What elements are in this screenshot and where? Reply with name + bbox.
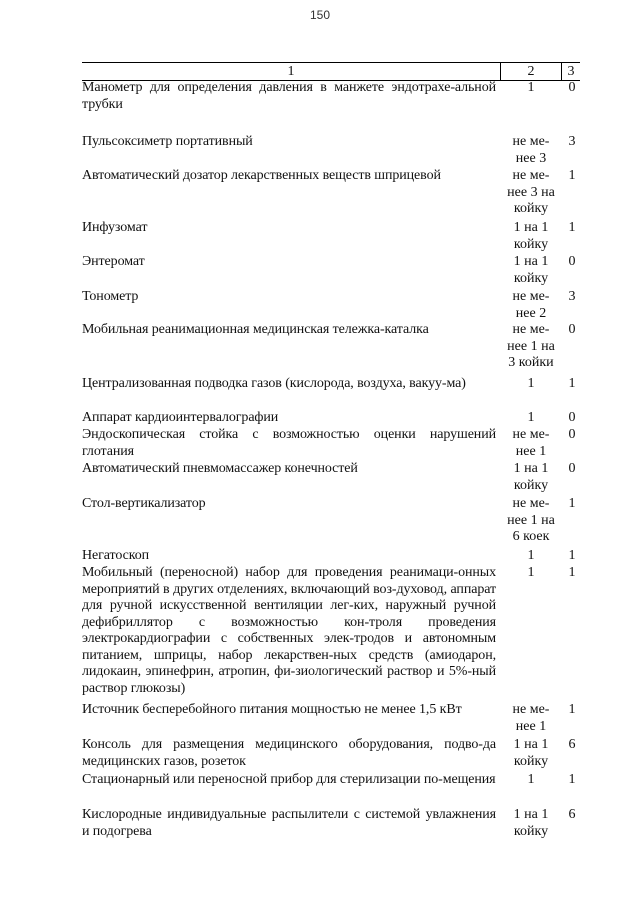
equipment-quantity: не ме- нее 1 <box>512 702 550 734</box>
table-row <box>82 737 580 772</box>
equipment-quantity: 1 на 1 койку <box>513 461 549 493</box>
table-header <box>82 62 580 81</box>
equipment-quantity: не ме- нее 3 на койку <box>507 168 555 216</box>
equipment-col3: 3 <box>568 134 576 149</box>
equipment-col3: 0 <box>568 427 576 442</box>
table-row <box>82 427 580 461</box>
table-row <box>82 410 580 427</box>
equipment-col3: 1 <box>568 548 576 563</box>
table-row <box>82 376 580 410</box>
equipment-col3: 6 <box>568 807 576 822</box>
equipment-name: Кислородные индивидуальные распылители с системой увлажнения и подогрева <box>82 807 496 839</box>
equipment-quantity: 1 на 1 койку <box>513 220 549 252</box>
equipment-quantity: 1 на 1 койку <box>513 807 549 839</box>
equipment-col3: 1 <box>568 702 576 717</box>
equipment-quantity: 1 на 1 койку <box>513 737 549 769</box>
equipment-name: Энтеромат <box>82 254 145 269</box>
equipment-name: Автоматический пневмомассажер конечностей <box>82 461 358 476</box>
equipment-col3: 6 <box>568 737 576 752</box>
equipment-col3: 1 <box>568 772 576 787</box>
equipment-col3: 1 <box>568 565 576 580</box>
equipment-name: Мобильный (переносной) набор для проведения реанимаци-онных мероприятий в других отделениях, включающий воз-духовод, аппарат для ручной искусственной вентиляции лег-ких, наружный ручной дефибриллятор с возможностью кон-троля проведения электрокардиографии с собственных элек-тродов и автономным питанием, шприцы, набор лекарствен-ных средств (амиодарон, лидокаин, эпинефрин, атропин, фи-зиологический раствор и 5%-ный раствор глюкозы) <box>82 565 496 696</box>
equipment-col3: 1 <box>568 220 576 235</box>
equipment-name: Централизованная подводка газов (кислорода, воздуха, вакуу-ма) <box>82 376 466 391</box>
equipment-quantity: 1 <box>527 565 535 580</box>
header-col-3: 3 <box>567 64 575 79</box>
table-row <box>82 772 580 807</box>
equipment-table <box>82 80 580 841</box>
header-col-2: 2 <box>501 63 562 80</box>
equipment-col3: 0 <box>568 410 576 425</box>
page-number: 150 <box>309 8 331 22</box>
equipment-name: Тонометр <box>82 289 139 304</box>
table-row <box>82 289 580 322</box>
equipment-quantity: не ме- нее 2 <box>512 289 550 321</box>
equipment-quantity: не ме- нее 1 <box>512 427 550 459</box>
equipment-col3: 1 <box>568 376 576 391</box>
table-row <box>82 565 580 702</box>
equipment-quantity: 1 <box>527 548 535 563</box>
equipment-quantity: 1 <box>527 410 535 425</box>
equipment-quantity: не ме- нее 3 <box>512 134 550 166</box>
table-row <box>82 80 580 134</box>
equipment-name: Аппарат кардиоинтервалографии <box>82 410 279 425</box>
equipment-col3: 1 <box>568 496 576 511</box>
equipment-quantity: не ме- нее 1 на 3 койки <box>507 322 555 370</box>
equipment-name: Консоль для размещения медицинского оборудования, подво-да медицинских газов, розеток <box>82 737 496 769</box>
table-row <box>82 702 580 737</box>
equipment-name: Автоматический дозатор лекарственных веществ шприцевой <box>82 168 441 183</box>
table-row <box>82 168 580 220</box>
equipment-quantity: 1 <box>527 80 535 95</box>
table-row <box>82 807 580 841</box>
equipment-col3: 0 <box>568 254 576 269</box>
equipment-name: Источник бесперебойного питания мощностью не менее 1,5 кВт <box>82 702 462 717</box>
equipment-name: Мобильная реанимационная медицинская тележка-каталка <box>82 322 429 337</box>
table-row <box>82 220 580 254</box>
table-row <box>82 254 580 289</box>
header-col-1: 1 <box>82 63 501 80</box>
table-row <box>82 496 580 548</box>
equipment-name: Эндоскопическая стойка с возможностью оценки нарушений глотания <box>82 427 496 459</box>
equipment-name: Инфузомат <box>82 220 148 235</box>
equipment-col3: 0 <box>568 461 576 476</box>
table-row <box>82 134 580 168</box>
equipment-quantity: 1 <box>527 772 535 787</box>
table-row <box>82 548 580 565</box>
equipment-quantity: 1 <box>527 376 535 391</box>
equipment-name: Негатоскоп <box>82 548 149 563</box>
equipment-col3: 0 <box>568 80 576 95</box>
equipment-name: Манометр для определения давления в манжете эндотрахе-альной трубки <box>82 80 496 112</box>
equipment-name: Пульсоксиметр портативный <box>82 134 253 149</box>
equipment-name: Стол-вертикализатор <box>82 496 206 511</box>
equipment-quantity: 1 на 1 койку <box>513 254 549 286</box>
equipment-col3: 3 <box>568 289 576 304</box>
equipment-col3: 0 <box>568 322 576 337</box>
table-row <box>82 322 580 376</box>
table-row <box>82 461 580 496</box>
equipment-name: Стационарный или переносной прибор для стерилизации по-мещения <box>82 772 496 787</box>
equipment-col3: 1 <box>568 168 576 183</box>
equipment-quantity: не ме- нее 1 на 6 коек <box>507 496 555 544</box>
